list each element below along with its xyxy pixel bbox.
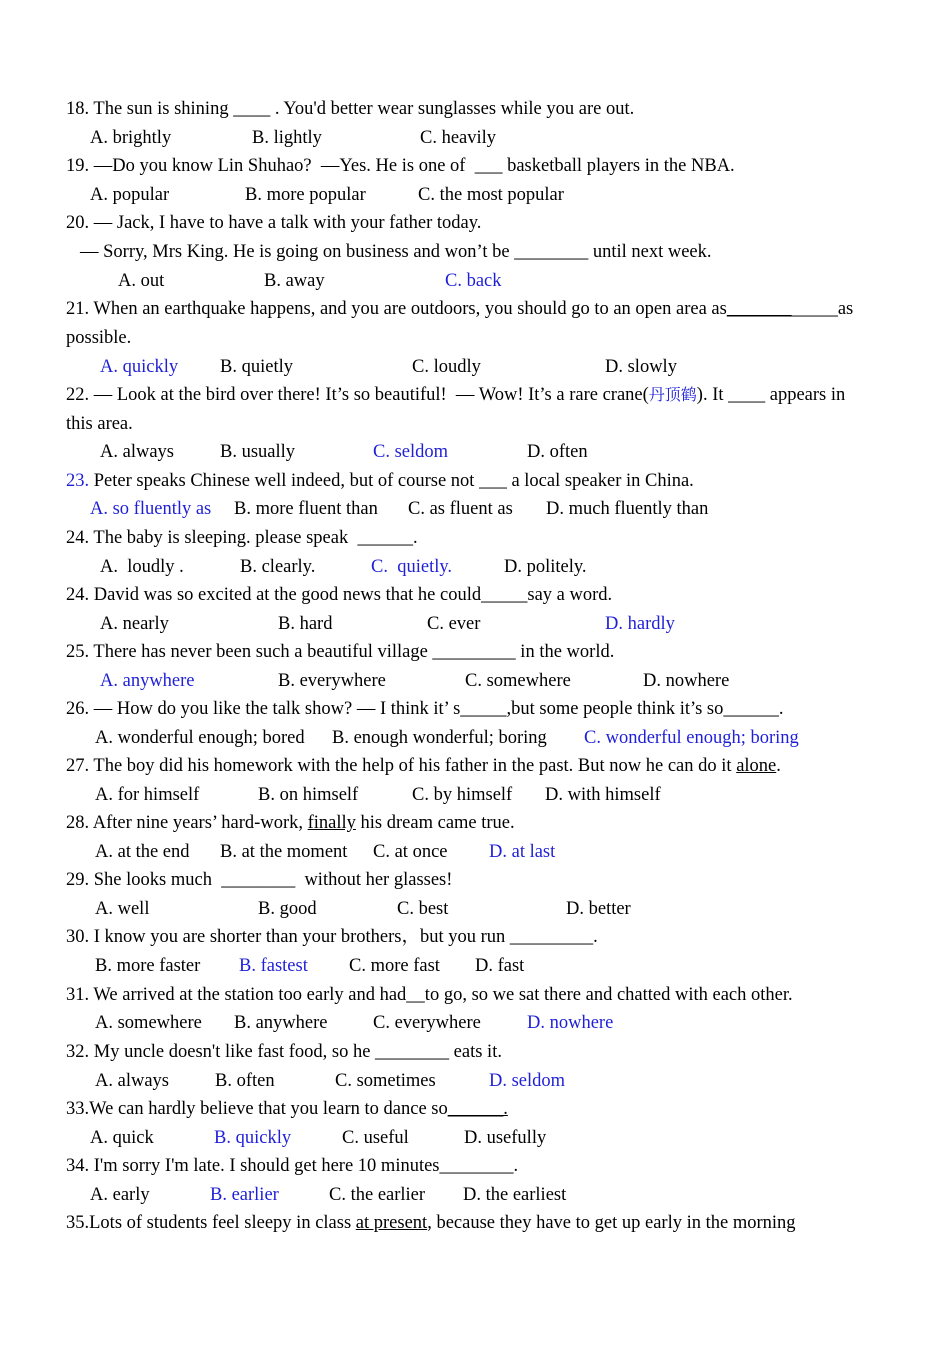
- question-26-option-b: B. enough wonderful; boring: [332, 728, 547, 748]
- question-32-option-a: A. always: [95, 1071, 169, 1091]
- question-18-option-c: C. heavily: [420, 128, 497, 148]
- question-19-option-a: A. popular: [90, 185, 170, 205]
- question-33-stem-text: 33.We can hardly believe that you learn to dance so: [66, 1099, 448, 1119]
- question-21-stem-end: _____as: [791, 299, 854, 319]
- question-28-stem-text: 28. After nine years’ hard-work,: [66, 813, 308, 833]
- question-33-option-b-answer: B. quickly: [214, 1128, 292, 1148]
- question-30-option-1: B. more faster: [95, 956, 201, 976]
- question-23-option-b: B. more fluent than: [234, 499, 378, 519]
- question-28-underlined-word: finally: [307, 813, 356, 833]
- question-29-option-a: A. well: [95, 899, 150, 919]
- question-22-option-c-answer: C. seldom: [373, 442, 449, 462]
- question-23-option-a-answer: A. so fluently as: [90, 499, 212, 519]
- question-35-stem: [66, 1212, 796, 1234]
- question-22-stem: [66, 384, 845, 406]
- question-35-underlined-phrase: at present: [355, 1213, 428, 1233]
- question-24a-option-d: D. politely.: [504, 557, 587, 577]
- question-26-option-c-answer: C. wonderful enough; boring: [584, 728, 799, 748]
- question-30-stem: 30. I know you are shorter than your brothers，but you run _________.: [66, 927, 598, 947]
- question-23-stem-text: Peter speaks Chinese well indeed, but of course not ___ a local speaker in China.: [89, 471, 694, 491]
- question-34-option-b-answer: B. earlier: [210, 1185, 279, 1205]
- question-22-option-b: B. usually: [220, 442, 296, 462]
- question-23-option-d: D. much fluently than: [546, 499, 709, 519]
- question-24a-option-b: B. clearly.: [240, 557, 316, 577]
- question-27-stem-end: .: [776, 756, 781, 776]
- question-29-option-c: C. best: [397, 899, 449, 919]
- question-30-option-d: D. fast: [475, 956, 525, 976]
- question-20-option-a: A. out: [118, 271, 165, 291]
- question-24a-stem: 24. The baby is sleeping. please speak ______.: [66, 528, 418, 548]
- question-27-option-c: C. by himself: [412, 785, 513, 805]
- question-22-stem-end: ). It ____ appears in: [696, 385, 846, 405]
- question-21-option-c: C. loudly: [412, 357, 481, 377]
- question-18-stem: 18. The sun is shining ____ . You'd better wear sunglasses while you are out.: [66, 99, 635, 119]
- question-28-option-b: B. at the moment: [220, 842, 348, 862]
- question-25-option-b: B. everywhere: [278, 671, 386, 691]
- question-19-option-c: C. the most popular: [418, 185, 564, 205]
- question-22-option-d: D. often: [527, 442, 588, 462]
- question-25-option-d: D. nowhere: [643, 671, 730, 691]
- question-35-stem-end: , because they have to get up early in the morning: [427, 1213, 796, 1233]
- question-21-option-d: D. slowly: [605, 357, 677, 377]
- question-29-stem: 29. She looks much ________ without her glasses!: [66, 870, 453, 890]
- question-21-option-b: B. quietly: [220, 357, 293, 377]
- question-26-option-a: A. wonderful enough; bored: [95, 728, 305, 748]
- question-23-option-c: C. as fluent as: [408, 499, 513, 519]
- question-22-stem-text: 22. — Look at the bird over there! It’s so beautiful! — Wow! It’s a rare crane(: [66, 385, 649, 405]
- question-24a-option-a: A. loudly .: [100, 557, 184, 577]
- question-35-stem-text: 35.Lots of students feel sleepy in class: [66, 1213, 356, 1233]
- question-31-option-b: B. anywhere: [234, 1013, 328, 1033]
- question-27-option-b: B. on himself: [258, 785, 359, 805]
- question-30-option-b-answer: B. fastest: [239, 956, 308, 976]
- question-20-option-c-answer: C. back: [445, 271, 502, 291]
- question-22-stem-cont: this area.: [66, 414, 133, 434]
- question-23-number: 23.: [66, 471, 90, 491]
- question-28-option-a: A. at the end: [95, 842, 190, 862]
- question-27-option-a: A. for himself: [95, 785, 200, 805]
- question-21-stem: [66, 298, 853, 320]
- question-28-stem: [66, 812, 515, 834]
- question-27-stem-text: 27. The boy did his homework with the help of his father in the past. But now he can do it: [66, 756, 737, 776]
- question-28-option-c: C. at once: [373, 842, 448, 862]
- question-28-option-d-answer: D. at last: [489, 842, 556, 862]
- question-19-option-b: B. more popular: [245, 185, 366, 205]
- question-31-option-c: C. everywhere: [373, 1013, 481, 1033]
- question-32-stem: 32. My uncle doesn't like fast food, so he ________ eats it.: [66, 1042, 502, 1062]
- question-25-option-a-answer: A. anywhere: [100, 671, 195, 691]
- question-27-underlined-word: alone: [736, 756, 777, 776]
- question-34-option-c: C. the earlier: [329, 1185, 426, 1205]
- question-24a-option-c-answer: C. quietly.: [371, 557, 453, 577]
- question-24b-option-b: B. hard: [278, 614, 333, 634]
- question-20-stem-reply: — Sorry, Mrs King. He is going on business and won’t be ________ until next week.: [80, 242, 712, 262]
- question-18-option-a: A. brightly: [90, 128, 172, 148]
- question-27-option-d: D. with himself: [545, 785, 661, 805]
- question-33-option-c: C. useful: [342, 1128, 409, 1148]
- question-33-stem: [66, 1098, 508, 1120]
- question-25-stem: 25. There has never been such a beautiful village _________ in the world.: [66, 642, 615, 662]
- question-18-option-b: B. lightly: [252, 128, 322, 148]
- question-26-stem: 26. — How do you like the talk show? — I think it’ s_____,but some people think it’s so______.: [66, 699, 784, 719]
- question-20-stem: 20. — Jack, I have to have a talk with your father today.: [66, 213, 482, 233]
- question-30-option-c: C. more fast: [349, 956, 440, 976]
- question-29-option-b: B. good: [258, 899, 317, 919]
- question-34-option-a: A. early: [90, 1185, 150, 1205]
- question-32-option-b: B. often: [215, 1071, 275, 1091]
- question-34-option-d: D. the earliest: [463, 1185, 567, 1205]
- question-24b-option-a: A. nearly: [100, 614, 169, 634]
- question-34-stem: 34. I'm sorry I'm late. I should get here 10 minutes________.: [66, 1156, 519, 1176]
- question-21-stem-text: 21. When an earthquake happens, and you are outdoors, you should go to an open area as: [66, 299, 727, 319]
- question-29-option-d: D. better: [566, 899, 631, 919]
- question-22-chinese-term: 丹顶鹤: [648, 385, 697, 404]
- question-19-stem: 19. —Do you know Lin Shuhao? —Yes. He is one of ___ basketball players in the NBA.: [66, 156, 735, 176]
- question-24b-option-d-answer: D. hardly: [605, 614, 675, 634]
- question-28-stem-end: his dream came true.: [355, 813, 515, 833]
- question-32-option-d-answer: D. seldom: [489, 1071, 566, 1091]
- question-32-option-c: C. sometimes: [335, 1071, 436, 1091]
- question-24b-option-c: C. ever: [427, 614, 481, 634]
- question-31-option-d-answer: D. nowhere: [527, 1013, 614, 1033]
- question-33-blank: ______.: [447, 1099, 508, 1119]
- question-33-option-a: A. quick: [90, 1128, 154, 1148]
- question-22-option-a: A. always: [100, 442, 174, 462]
- question-31-stem: 31. We arrived at the station too early and had__to go, so we sat there and chatted with each other.: [66, 985, 793, 1005]
- question-21-option-a-answer: A. quickly: [100, 357, 179, 377]
- question-21-stem-cont: possible.: [66, 328, 132, 348]
- question-31-option-a: A. somewhere: [95, 1013, 202, 1033]
- question-24b-stem: 24. David was so excited at the good news that he could_____say a word.: [66, 585, 613, 605]
- question-23-stem: [66, 470, 694, 492]
- question-20-option-b: B. away: [264, 271, 325, 291]
- question-33-option-d: D. usefully: [464, 1128, 547, 1148]
- question-21-blank: _______: [726, 299, 792, 319]
- question-27-stem: [66, 755, 781, 777]
- question-25-option-c: C. somewhere: [465, 671, 571, 691]
